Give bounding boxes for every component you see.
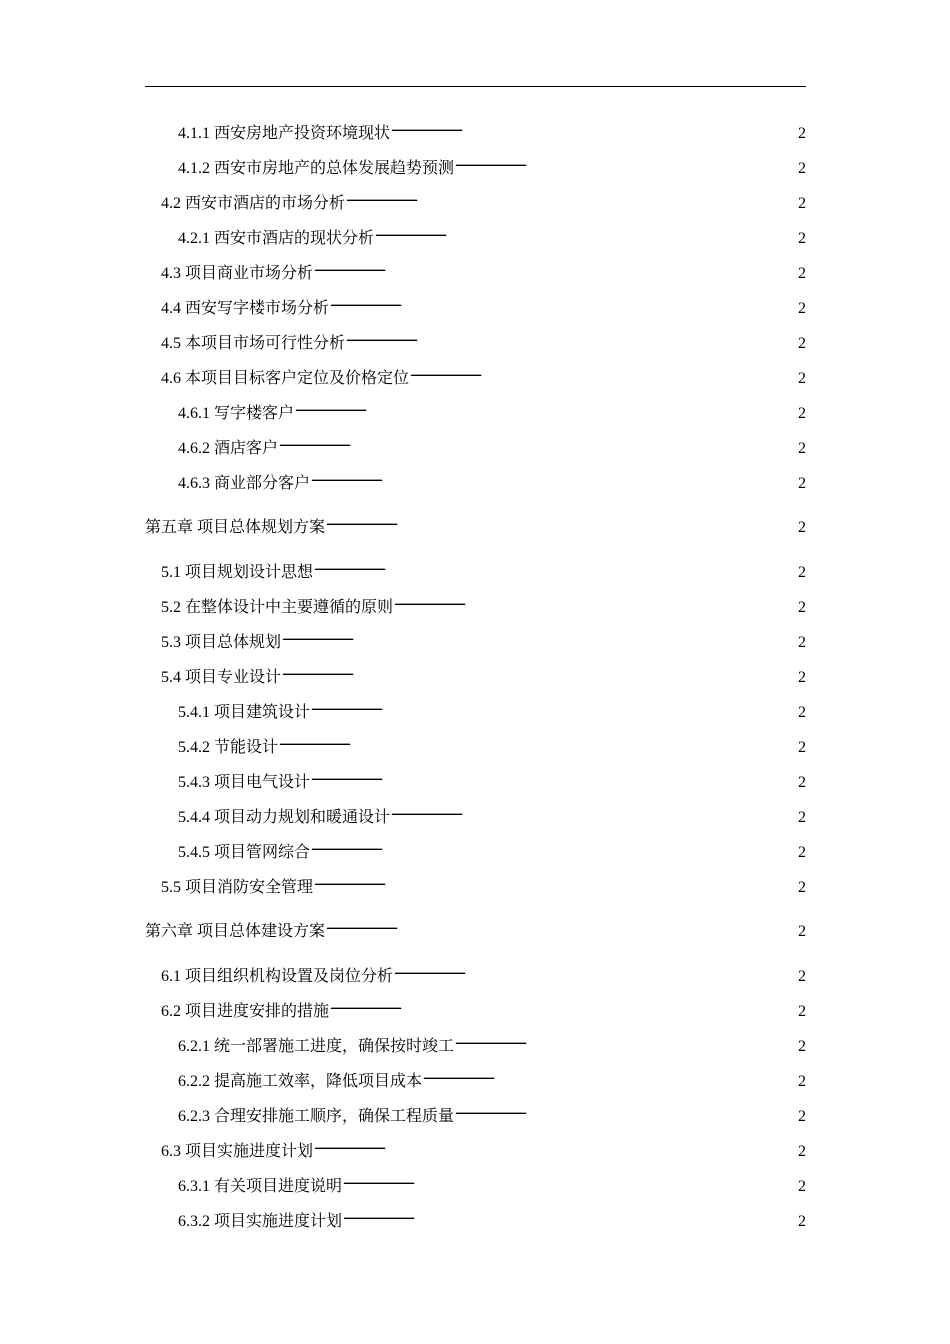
toc-chapter-entry[interactable] xyxy=(145,512,806,538)
toc-dot-leader xyxy=(311,468,797,488)
toc-entry[interactable] xyxy=(161,961,806,987)
toc-dot-leader xyxy=(455,1031,797,1051)
toc-entry-title: 6.2.3 合理安排施工顺序，确保工程质量 xyxy=(178,1108,455,1125)
toc-dot-leader xyxy=(330,996,797,1016)
toc-dot-leader xyxy=(394,592,797,612)
toc-page-number: 2 xyxy=(798,599,806,616)
toc-entry-title: 5.4.4 项目动力规划和暖通设计 xyxy=(178,809,391,826)
toc-entry-title: 4.2.1 西安市酒店的现状分析 xyxy=(178,230,375,247)
toc-entry-title: 5.4.2 节能设计 xyxy=(178,739,279,756)
toc-entry[interactable] xyxy=(178,398,806,424)
toc-entry[interactable] xyxy=(161,872,806,898)
toc-dot-leader xyxy=(282,662,797,682)
toc-dot-leader xyxy=(423,1066,797,1086)
toc-dot-leader xyxy=(455,1101,797,1121)
toc-dot-leader xyxy=(326,512,797,532)
toc-page-number: 2 xyxy=(798,230,806,247)
toc-entry[interactable] xyxy=(161,557,806,583)
toc-entry-title: 5.4.1 项目建筑设计 xyxy=(178,704,311,721)
toc-page-number: 2 xyxy=(798,1213,806,1230)
toc-entry-title: 6.2.1 统一部署施工进度，确保按时竣工 xyxy=(178,1038,455,1055)
toc-entry-title: 6.3.2 项目实施进度计划 xyxy=(178,1213,343,1230)
toc-dot-leader xyxy=(311,767,797,787)
toc-dot-leader xyxy=(391,802,797,822)
toc-dot-leader xyxy=(279,732,797,752)
toc-page-number: 2 xyxy=(798,440,806,457)
toc-page-number: 2 xyxy=(798,739,806,756)
toc-dot-leader xyxy=(343,1171,797,1191)
toc-dot-leader xyxy=(314,872,797,892)
toc-entry[interactable] xyxy=(161,592,806,618)
toc-entry-title: 6.3 项目实施进度计划 xyxy=(161,1143,314,1160)
toc-page-number: 2 xyxy=(798,774,806,791)
toc-dot-leader xyxy=(343,1206,797,1226)
toc-entry[interactable] xyxy=(161,328,806,354)
toc-entry[interactable] xyxy=(178,153,806,179)
toc-entry[interactable] xyxy=(161,363,806,389)
toc-entry-title: 第五章 项目总体规划方案 xyxy=(145,519,326,536)
toc-entry-title: 4.6 本项目目标客户定位及价格定位 xyxy=(161,370,410,387)
toc-entry[interactable] xyxy=(178,1031,806,1057)
toc-entry-title: 4.1.2 西安市房地产的总体发展趋势预测 xyxy=(178,160,455,177)
toc-dot-leader xyxy=(330,293,797,313)
toc-entry[interactable] xyxy=(178,433,806,459)
toc-page-number: 2 xyxy=(798,1108,806,1125)
toc-dot-leader xyxy=(311,837,797,857)
toc-dot-leader xyxy=(326,916,797,936)
header-rule xyxy=(145,86,806,87)
toc-page-number: 2 xyxy=(798,1003,806,1020)
toc-entry[interactable] xyxy=(178,223,806,249)
toc-page-number: 2 xyxy=(798,125,806,142)
toc-entry[interactable] xyxy=(178,767,806,793)
toc-entry-title: 5.3 项目总体规划 xyxy=(161,634,282,651)
toc-entry-title: 6.3.1 有关项目进度说明 xyxy=(178,1178,343,1195)
toc-dot-leader xyxy=(295,398,797,418)
toc-dot-leader xyxy=(314,557,797,577)
toc-page-number: 2 xyxy=(798,1073,806,1090)
toc-page-number: 2 xyxy=(798,265,806,282)
toc-dot-leader xyxy=(375,223,797,243)
toc-entry-title: 5.4 项目专业设计 xyxy=(161,669,282,686)
toc-entry[interactable] xyxy=(161,627,806,653)
toc-page-number: 2 xyxy=(798,475,806,492)
toc-dot-leader xyxy=(346,188,797,208)
toc-entry[interactable] xyxy=(178,1101,806,1127)
toc-page-number: 2 xyxy=(798,634,806,651)
toc-dot-leader xyxy=(391,118,797,138)
toc-entry[interactable] xyxy=(178,837,806,863)
toc-entry[interactable] xyxy=(178,802,806,828)
toc-dot-leader xyxy=(279,433,797,453)
toc-dot-leader xyxy=(346,328,797,348)
toc-page-number: 2 xyxy=(798,669,806,686)
toc-entry[interactable] xyxy=(178,697,806,723)
toc-entry[interactable] xyxy=(161,996,806,1022)
toc-dot-leader xyxy=(311,697,797,717)
toc-entry-title: 4.1.1 西安房地产投资环境现状 xyxy=(178,125,391,142)
toc-page-number: 2 xyxy=(798,1143,806,1160)
toc-entry[interactable] xyxy=(178,1066,806,1092)
toc-dot-leader xyxy=(314,1136,797,1156)
toc-entry[interactable] xyxy=(161,662,806,688)
toc-entry-title: 4.6.3 商业部分客户 xyxy=(178,475,311,492)
toc-entry[interactable] xyxy=(161,1136,806,1162)
toc-page-number: 2 xyxy=(798,879,806,896)
toc-entry[interactable] xyxy=(178,1171,806,1197)
toc-entry[interactable] xyxy=(178,118,806,144)
toc-entry[interactable] xyxy=(161,258,806,284)
toc-entry-title: 4.3 项目商业市场分析 xyxy=(161,265,314,282)
toc-page-number: 2 xyxy=(798,195,806,212)
toc-page-number: 2 xyxy=(798,1038,806,1055)
toc-page-number: 2 xyxy=(798,968,806,985)
toc-entry[interactable] xyxy=(178,1206,806,1232)
toc-entry-title: 5.4.5 项目管网综合 xyxy=(178,844,311,861)
toc-entry[interactable] xyxy=(161,188,806,214)
toc-page-number: 2 xyxy=(798,704,806,721)
toc-page-number: 2 xyxy=(798,370,806,387)
toc-dot-leader xyxy=(394,961,797,981)
toc-page-number: 2 xyxy=(798,160,806,177)
toc-entry-title: 4.6.2 酒店客户 xyxy=(178,440,279,457)
toc-chapter-entry[interactable] xyxy=(145,916,806,942)
toc-page-number: 2 xyxy=(798,335,806,352)
toc-entry[interactable] xyxy=(178,732,806,758)
toc-dot-leader xyxy=(455,153,797,173)
toc-entry-title: 第六章 项目总体建设方案 xyxy=(145,923,326,940)
toc-page-number: 2 xyxy=(798,300,806,317)
toc-entry-title: 5.2 在整体设计中主要遵循的原则 xyxy=(161,599,394,616)
toc-entry-title: 4.2 西安市酒店的市场分析 xyxy=(161,195,346,212)
toc-page-number: 2 xyxy=(798,809,806,826)
toc-entry[interactable] xyxy=(161,293,806,319)
toc-entry-title: 6.2 项目进度安排的措施 xyxy=(161,1003,330,1020)
toc-entry-title: 6.2.2 提高施工效率，降低项目成本 xyxy=(178,1073,423,1090)
toc-dot-leader xyxy=(410,363,797,383)
toc-page-number: 2 xyxy=(798,564,806,581)
toc-entry-title: 5.4.3 项目电气设计 xyxy=(178,774,311,791)
toc-entry-title: 6.1 项目组织机构设置及岗位分析 xyxy=(161,968,394,985)
toc-entry-title: 4.6.1 写字楼客户 xyxy=(178,405,295,422)
toc-page-number: 2 xyxy=(798,405,806,422)
toc-entry-title: 4.4 西安写字楼市场分析 xyxy=(161,300,330,317)
toc-entry[interactable] xyxy=(178,468,806,494)
toc-dot-leader xyxy=(282,627,797,647)
toc-page-number: 2 xyxy=(798,1178,806,1195)
toc-page-number: 2 xyxy=(798,923,806,940)
toc-dot-leader xyxy=(314,258,797,278)
toc-page-number: 2 xyxy=(798,844,806,861)
toc-entry-title: 5.5 项目消防安全管理 xyxy=(161,879,314,896)
toc-entry-title: 5.1 项目规划设计思想 xyxy=(161,564,314,581)
toc-page-number: 2 xyxy=(798,519,806,536)
toc-entry-title: 4.5 本项目市场可行性分析 xyxy=(161,335,346,352)
